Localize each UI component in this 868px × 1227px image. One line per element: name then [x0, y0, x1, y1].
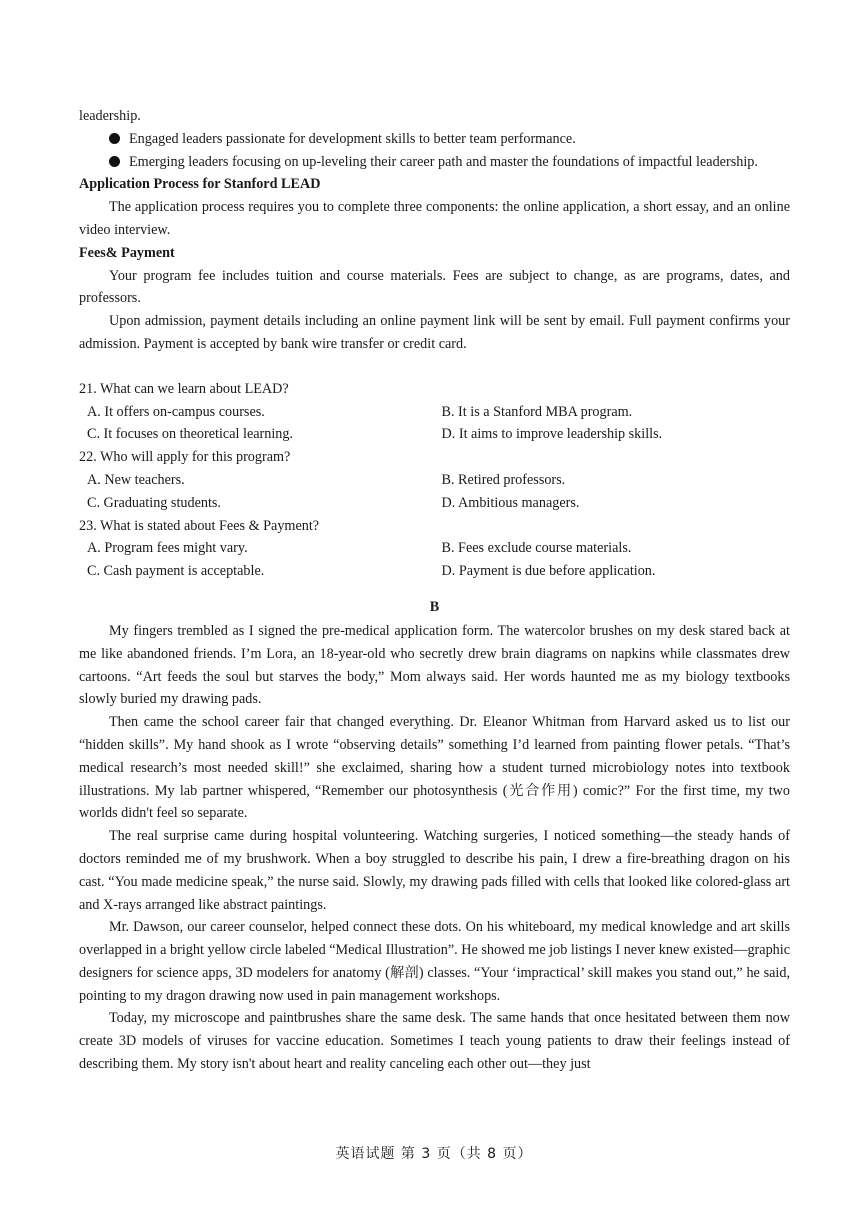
question-stem: 21. What can we learn about LEAD? [79, 380, 289, 397]
options-row [79, 401, 790, 424]
options-row [79, 560, 790, 583]
bullet-dot-icon [109, 156, 120, 167]
section-b-title: B [429, 598, 440, 615]
bullet-item-engaged [79, 128, 790, 151]
options-row [79, 492, 790, 515]
options-row [79, 423, 790, 446]
heading-application-process: Application Process for Stanford LEAD [79, 176, 321, 193]
application-paragraph: The application process requires you to complete three components: the online application, a short essay, and an online video interview. [79, 199, 790, 238]
question-block-22 [79, 446, 790, 514]
option-c: C. Graduating students. [87, 494, 221, 511]
bullet-text: Emerging leaders focusing on up-leveling their career path and master the foundations of impactful leadership. [129, 153, 758, 170]
bullet-text: Engaged leaders passionate for development skills to better team performance. [129, 130, 576, 147]
passage-a-fragment: leadership. [79, 108, 141, 124]
options-row [79, 537, 790, 560]
passage-b-paragraph: Then came the school career fair that changed everything. Dr. Eleanor Whitman from Harvard asked us to list our “hidden skills”. My hand shook as I wrote “observing details” something I’d learned from painting flower petals. “That’s medical research’s most needed skill!” she exclaimed, sharing how a student turned microbiology notes into textbook illustrations. My lab partner whispered, “Remember our photosynthesis (光合作用) comic?” For the first time, my two worlds didn't feel so separate. [79, 714, 790, 822]
option-a: A. Program fees might vary. [87, 540, 248, 557]
fees-paragraph-1: Your program fee includes tuition and course materials. Fees are subject to change, as are programs, dates, and professors. [79, 267, 790, 307]
option-b: B. Fees exclude course materials. [441, 540, 632, 557]
option-a: A. It offers on-campus courses. [87, 403, 265, 420]
option-b: B. It is a Stanford MBA program. [441, 403, 633, 420]
question-stem: 23. What is stated about Fees & Payment? [79, 517, 320, 534]
option-b: B. Retired professors. [441, 471, 566, 488]
question-block-23 [79, 515, 790, 583]
passage-b-paragraph: Mr. Dawson, our career counselor, helped connect these dots. On his whiteboard, my medical knowledge and art skills overlapped in a bright yellow circle labeled “Medical Illustration”. He showed me job listings I never knew existed—graphic designers for science apps, 3D modelers for anatomy (解剖) classes. “Your ‘impractical’ skill makes you stand out,” he said, pointing to my dragon drawing now used in pain management workshops. [79, 919, 790, 1004]
option-c: C. It focuses on theoretical learning. [87, 426, 294, 443]
options-row [79, 469, 790, 492]
bullet-dot-icon [109, 133, 120, 144]
option-d: D. It aims to improve leadership skills. [441, 426, 663, 443]
option-c: C. Cash payment is acceptable. [87, 563, 265, 580]
fees-paragraph-2: Upon admission, payment details including an online payment link will be sent by email. Full payment confirms your admission. Payment is accepted by bank wire transfer or credit card. [79, 313, 790, 352]
option-d: D. Payment is due before application. [441, 563, 656, 580]
passage-b-paragraph: My fingers trembled as I signed the pre-medical application form. The watercolor brushes on my desk stared back at me like abandoned friends. I’m Lora, an 18-year-old who secretly drew brain diagrams on napkins while classmates drew cartoons. “Art feeds the soul but starves the body,” Mom always said. Her words haunted me as my biology textbooks slowly buried my drawing pads. [79, 622, 790, 708]
heading-fees-payment: Fees& Payment [79, 244, 175, 261]
bullet-item-emerging [79, 151, 790, 174]
option-a: A. New teachers. [87, 471, 185, 488]
passage-b-paragraph: Today, my microscope and paintbrushes share the same desk. The same hands that once hesitated between them now create 3D models of viruses for vaccine education. Sometimes I teach young patients to draw their feelings instead of describing them. My story isn't about heart and reality canceling each other out—they just [79, 1010, 790, 1073]
page-footer: 英语试题 第 3 页（共 8 页） [335, 1146, 533, 1162]
passage-b-paragraph: The real surprise came during hospital volunteering. Watching surgeries, I noticed something—the steady hands of doctors reminded me of my brushwork. When a boy struggled to describe his pain, I drew a fire-breathing dragon on his cast. “You made medicine speak,” the nurse said. Slowly, my drawing pads filled with cells that looked like colored-glass art and X-rays arranged like abstract paintings. [79, 828, 790, 913]
question-block-21 [79, 378, 790, 446]
exam-page-body [79, 105, 790, 1076]
spacer [79, 356, 790, 378]
question-stem: 22. Who will apply for this program? [79, 449, 291, 466]
option-d: D. Ambitious managers. [441, 494, 580, 511]
